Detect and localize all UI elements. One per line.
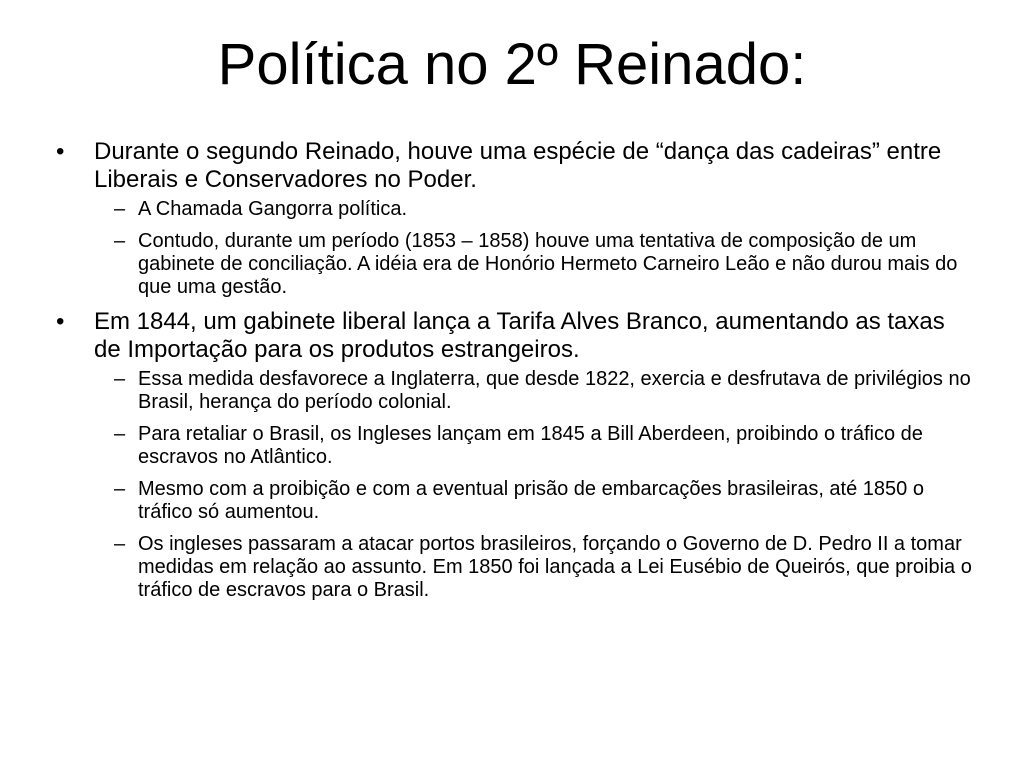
- slide-content: [52, 138, 972, 611]
- bullet-item-2: [52, 308, 972, 602]
- sub-item-text: Para retaliar o Brasil, os Ingleses lançam em 1845 a Bill Aberdeen, proibindo o tráfico de escravos no Atlântico.: [138, 423, 923, 468]
- dash-icon: –: [114, 368, 126, 390]
- sub-item-text: A Chamada Gangorra política.: [138, 198, 408, 220]
- sub-item-text: Essa medida desfavorece a Inglaterra, que desde 1822, exercia e desfrutava de privilégios no Brasil, herança do período colonial.: [138, 368, 971, 413]
- bullet-text: Durante o segundo Reinado, houve uma espécie de “dança das cadeiras” entre Liberais e Conservadores no Poder.: [94, 138, 942, 193]
- bullet-text: Em 1844, um gabinete liberal lança a Tarifa Alves Branco, aumentando as taxas de Importação para os produtos estrangeiros.: [94, 308, 945, 363]
- sub-list: [94, 368, 972, 602]
- sub-item-text: Mesmo com a proibição e com a eventual prisão de embarcações brasileiras, até 1850 o tráfico só aumentou.: [138, 478, 924, 523]
- dash-icon: –: [114, 423, 126, 445]
- sub-item-text: Os ingleses passaram a atacar portos brasileiros, forçando o Governo de D. Pedro II a tomar medidas em relação ao assunto. Em 1850 foi lançada a Lei Eusébio de Queirós, que proibia o tráfico de escravos para o Brasil.: [138, 533, 972, 601]
- sub-item: [94, 368, 972, 414]
- sub-item-text: Contudo, durante um período (1853 – 1858) houve uma tentativa de composição de um gabinete de conciliação. A idéia era de Honório Hermeto Carneiro Leão e não durou mais do que uma gestão.: [138, 230, 958, 298]
- dash-icon: –: [114, 230, 126, 252]
- sub-item: [94, 423, 972, 469]
- dash-icon: –: [114, 478, 126, 500]
- sub-list: [94, 198, 972, 299]
- sub-item: [94, 533, 972, 602]
- dash-icon: –: [114, 198, 126, 220]
- bullet-icon: •: [56, 138, 65, 165]
- sub-item: [94, 230, 972, 299]
- dash-icon: –: [114, 533, 126, 555]
- slide-title: Política no 2º Reinado:: [217, 32, 807, 97]
- bullet-icon: •: [56, 308, 65, 335]
- bullet-item-1: [52, 138, 972, 299]
- sub-item: [94, 198, 972, 221]
- sub-item: [94, 478, 972, 524]
